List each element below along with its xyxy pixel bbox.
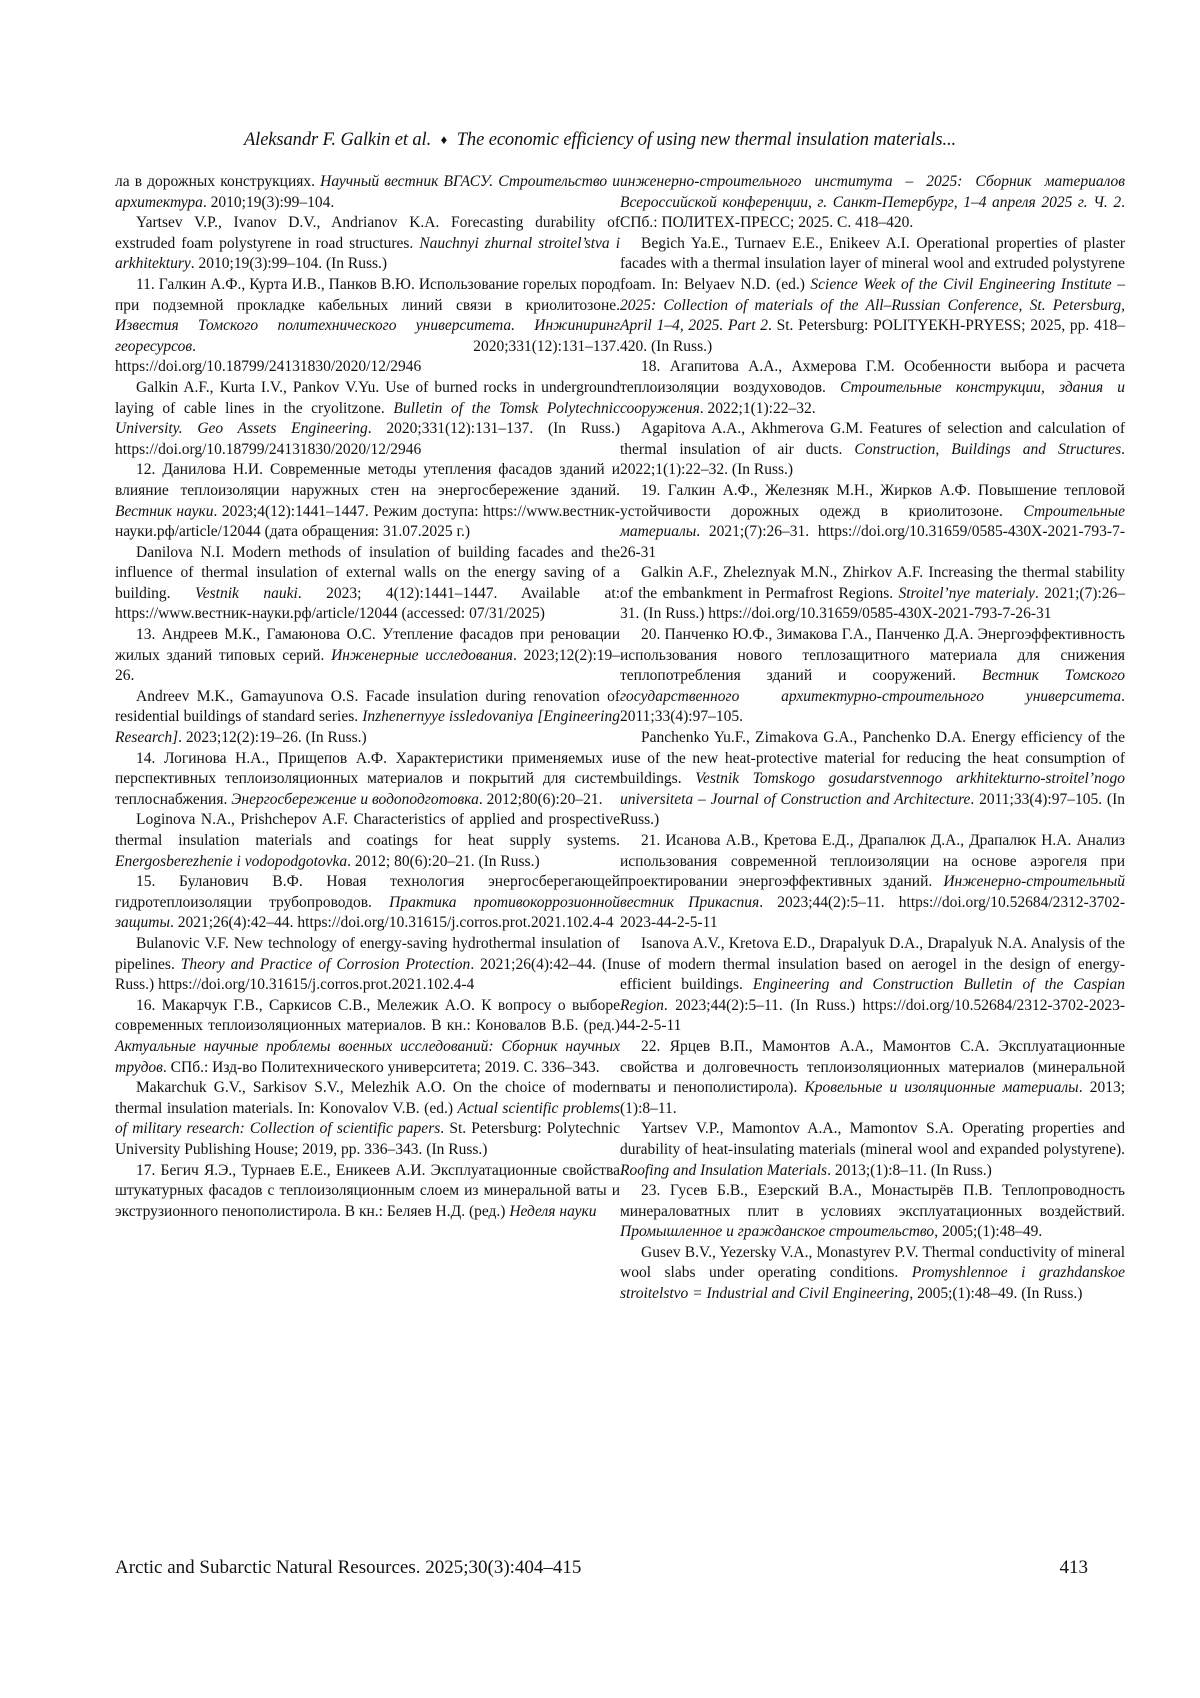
reference-entry: [620, 481, 1125, 563]
reference-text: . 2023;44(2):5–11. (In Russ.) https://doi.org/10.52684/2312-3702-2023-44-2-5-11: [620, 996, 1125, 1035]
reference-entry: [115, 460, 620, 542]
reference-source: Известия Томского политехнического университета. Инжиниринг георесурсов: [115, 317, 620, 355]
reference-entry: [115, 1078, 620, 1160]
header-title: The economic efficiency of using new thermal insulation materials...: [456, 130, 957, 150]
reference-entry: [620, 934, 1125, 1037]
header-author: Aleksandr F. Galkin et al.: [243, 130, 432, 150]
reference-entry: [115, 213, 620, 275]
reference-entry: [620, 1037, 1125, 1119]
reference-source: Строительные материалы: [620, 502, 1125, 541]
reference-text: Bulanovic V.F. New technology of energy-saving hydrothermal insulation of pipelines.: [115, 934, 620, 973]
reference-text: 22. Ярцев В.П., Мамонтов А.А., Мамонтов С.А. Эксплуатационные свойства и долговечность теплоизоляционных материалов (минеральной ваты и пенополистирола).: [620, 1037, 1125, 1097]
reference-text: . 2023;4(12):1441–1447. Режим доступа: https://www.вестник-науки.рф/article/12044 (дата обращения: 31.07.2025 г.): [115, 502, 620, 541]
reference-text: 19. Галкин А.Ф., Железняк М.Н., Жирков А.Ф. Повышение тепловой устойчивости дорожных одежд в криолитозоне.: [620, 481, 1125, 520]
reference-text: . 2013;(1):8–11. (In Russ.): [827, 1161, 992, 1179]
reference-text: 17. Бегич Я.Э., Турнаев Е.Е., Еникеев А.И. Эксплуатационные свойства штукатурных фасадов с теплоизоляционным слоем из минеральной ваты и экструзионного пенополистирола. В кн.: Беляев Н.Д. (ред.): [115, 1161, 620, 1220]
reference-source: Vestnik Tomskogo gosudarstvennogo arkhitekturno-stroitel’nogo universiteta – Journal of Construction and Architecture: [620, 770, 1125, 808]
reference-source: Roofing and Insulation Materials: [620, 1161, 828, 1179]
reference-text: . 2010;19(3):99–104.: [202, 193, 335, 211]
reference-source: Научный вестник ВГАСУ. Строительство и архитектура: [115, 173, 620, 211]
reference-entry: [620, 625, 1125, 728]
reference-text: 18. Агапитова А.А., Ахмерова Г.М. Особенности выбора и расчета теплоизоляции воздуховодов.: [620, 358, 1125, 396]
reference-text: Agapitova A.A., Akhmerova G.M. Features of selection and calculation of thermal insulation of air ducts.: [620, 420, 1125, 458]
reference-entry: [115, 687, 620, 749]
reference-source: Nauchnyi zhurnal stroitel’stva i arkhitektury: [115, 234, 620, 273]
reference-entry: [115, 275, 620, 378]
reference-source: Практика противокоррозионной защиты: [115, 893, 620, 932]
reference-text: Makarchuk G.V., Sarkisov S.V., Melezhik A.O. On the choice of modern thermal insulation materials. In: Konovalov V.B. (ed.): [115, 1079, 620, 1117]
reference-source: инженерно-строительного института – 2025: Сборник материалов Всероссийской конференции, г. Санкт-Петербург, 1–4 апреля 2025 г. Ч. 2: [620, 173, 1125, 211]
reference-source: Bulletin of the Tomsk Polytechnic University. Geo Assets Engineering: [115, 399, 620, 438]
reference-text: . 2021;(7):26–31. https://doi.org/10.31659/0585-430X-2021-793-7-26-31: [620, 523, 1125, 561]
reference-text: 12. Данилова Н.И. Современные методы утепления фасадов зданий и влияние теплоизоляции наружных стен на энергосбережение зданий.: [115, 461, 620, 499]
reference-entry: [115, 872, 620, 934]
reference-text: , 2005;(1):48–49.: [934, 1223, 1043, 1241]
reference-text: . 2010;19(3):99–104. (In Russ.): [190, 255, 388, 273]
reference-entry: [620, 563, 1125, 625]
reference-entry: [115, 934, 620, 996]
page-number: 413: [1059, 1557, 1088, 1578]
reference-entry: [115, 810, 620, 872]
reference-source: Вестник Томского государственного архитектурно-строительного университета: [620, 667, 1125, 705]
reference-source: Строительные конструкции, здания и сооружения: [620, 378, 1125, 417]
reference-source: Вестник науки: [115, 502, 214, 520]
reference-text: . 2011;33(4):97–105. (In Russ.): [620, 790, 1125, 829]
reference-text: . 2023;12(2):19–26.: [115, 646, 620, 685]
reference-text: . 2021;26(4):42–44. https://doi.org/10.31615/j.corros.prot.2021.102.4-4: [169, 914, 614, 932]
reference-text: . 2022;1(1):22–32. (In Russ.): [620, 440, 1125, 479]
reference-text: Yartsev V.P., Ivanov D.V., Andrianov K.A. Forecasting durability of exstruded foam polystyrene in road structures.: [115, 214, 620, 252]
reference-entry: [620, 831, 1125, 934]
reference-source: Inzhenernyye issledovaniya [Engineering Research]: [115, 708, 620, 747]
reference-text: Isanova A.V., Kretova E.D., Drapalyuk D.A., Drapalyuk N.A. Analysis of the use of modern thermal insulation based on aerogel in the design of energy-efficient buildings.: [620, 934, 1125, 994]
reference-source: Stroitel’nye materialy: [898, 584, 1035, 602]
reference-text: Panchenko Yu.F., Zimakova G.A., Panchenko D.A. Energy efficiency of the use of the new heat-protective material for reducing the heat consumption of buildings.: [620, 729, 1125, 788]
reference-text: Danilova N.I. Modern methods of insulation of building facades and the influence of thermal insulation of external walls on the energy saving of a building.: [115, 543, 620, 602]
reference-source: Vestnik nauki: [195, 584, 298, 602]
reference-entry: [115, 625, 620, 687]
reference-entry: [620, 172, 1125, 234]
reference-entry: [115, 1161, 620, 1223]
reference-source: Energosberezhenie i vodopodgotovka: [115, 852, 348, 870]
reference-text: . 2021;(7):26–31. (In Russ.) https://doi.org/10.31659/0585-430X-2021-793-7-26-31: [620, 584, 1126, 623]
reference-text: . St. Petersburg: POLITYEKH-PRYESS; 2025, pp. 418–420. (In Russ.): [620, 317, 1125, 355]
reference-text: . СПб.: ПОЛИТЕХ-ПРЕСС; 2025. С. 418–420.: [620, 193, 1125, 232]
reference-source: Инженерно-строительный вестник Прикаспия: [620, 873, 1125, 911]
reference-text: Begich Ya.E., Turnaev E.E., Enikeev A.I. Operational properties of plaster facades with a thermal insulation layer of mineral wool and extruded polystyrene foam. In: Belyaev N.D. (ed.): [620, 234, 1125, 293]
running-header: [0, 130, 1200, 151]
reference-column-left: [115, 172, 620, 1222]
reference-text: 21. Исанова А.В., Кретова Е.Д., Драпалюк Д.А., Драпалюк Н.А. Анализ использования современной теплоизоляции на основе аэрогеля при проектировании энергоэффективных зданий.: [620, 832, 1125, 891]
reference-source: Промышленное и гражданское строительство: [620, 1223, 935, 1241]
reference-text: ла в дорожных конструкциях.: [115, 173, 321, 190]
reference-text: . 2020;331(12):131–137. (In Russ.) https://doi.org/10.18799/24131830/2020/12/2946: [115, 420, 620, 458]
reference-source: Инженерные исследования: [331, 646, 513, 664]
diamond-separator-icon: ♦: [440, 132, 448, 147]
reference-source: Engineering and Construction Bulletin of the Caspian Region: [620, 976, 1125, 1014]
reference-entry: [620, 357, 1125, 419]
reference-text: Galkin A.F., Kurta I.V., Pankov V.Yu. Use of burned rocks in underground laying of cable lines in the cryolitzone.: [115, 378, 620, 417]
reference-source: Актуальные научные проблемы военных исследований: Сборник научных трудов: [115, 1037, 620, 1076]
reference-entry: [620, 419, 1125, 481]
reference-text: . 2012; 80(6):20–21. (In Russ.): [347, 852, 540, 870]
reference-text: . 2013;(1):8–11.: [620, 1079, 1126, 1117]
reference-entry: [115, 996, 620, 1078]
reference-entry: [115, 749, 620, 811]
reference-column-right: [620, 172, 1125, 1305]
reference-text: 13. Андреев М.К., Гамаюнова О.С. Утепление фасадов при реновации жилых зданий типовых серий.: [115, 626, 620, 664]
reference-source: Theory and Practice of Corrosion Protection: [180, 955, 471, 973]
reference-entry: [115, 172, 620, 213]
reference-source: Promyshlennoe i grazhdanskoe stroitelstvo = Industrial and Civil Engineering: [620, 1264, 1125, 1303]
reference-entry: [620, 234, 1125, 358]
reference-source: Construction, Buildings and Structures: [854, 440, 1122, 458]
reference-text: 20. Панченко Ю.Ф., Зимакова Г.А., Панченко Д.А. Энергоэффективность использования нового теплозащитного материала для снижения теплопотребления зданий и сооружений.: [620, 626, 1125, 685]
reference-text: , 2005;(1):48–49. (In Russ.): [909, 1285, 1083, 1303]
reference-text: . 2022;1(1):22–32.: [699, 399, 816, 417]
reference-text: 15. Буланович В.Ф. Новая технология энергосберегающей гидротеплоизоляции трубопроводов.: [115, 873, 620, 911]
reference-source: Actual scientific problems of military research: Collection of scientific papers: [115, 1099, 620, 1138]
reference-text: 14. Логинова Н.А., Прищепов А.Ф. Характеристики применяемых и перспективных теплоизоляционных материалов и покрытий для систем теплоснабжения.: [115, 749, 620, 808]
reference-entry: [620, 1119, 1125, 1181]
reference-entry: [620, 1181, 1125, 1243]
reference-source: Кровельные и изоляционные материалы: [804, 1079, 1079, 1097]
reference-text: Andreev M.K., Gamayunova O.S. Facade insulation during renovation of residential buildings of standard series.: [115, 687, 620, 726]
reference-text: . 2011;33(4):97–105.: [620, 687, 1125, 726]
reference-text: . 2023;12(2):19–26. (In Russ.): [178, 729, 367, 747]
reference-text: . St. Petersburg: Polytechnic University Publishing House; 2019, pp. 336–343. (In Russ.): [115, 1120, 620, 1158]
reference-entry: [115, 543, 620, 625]
reference-source: Неделя науки: [509, 1202, 597, 1220]
reference-text: . 2012;80(6):20–21.: [478, 790, 603, 808]
reference-entry: [620, 1243, 1125, 1305]
reference-text: 16. Макарчук Г.В., Саркисов С.В., Мележик А.О. К вопросу о выборе современных теплоизоляционных материалов. В кн.: Коновалов В.Б. (ред.): [115, 996, 620, 1035]
journal-citation: Arctic and Subarctic Natural Resources. 2025;30(3):404–415: [115, 1557, 582, 1578]
reference-text: . 2020;331(12):131–137. https://doi.org/10.18799/24131830/2020/12/2946: [115, 337, 620, 376]
reference-text: Yartsev V.P., Mamontov A.A., Mamontov S.A. Operating properties and durability of heat-insulating materials (mineral wool and expanded polystyrene).: [620, 1120, 1125, 1158]
reference-text: Loginova N.A., Prishchepov A.F. Characteristics of applied and prospective thermal insulation materials and coatings for heat supply systems.: [115, 811, 620, 849]
reference-text: 23. Гусев Б.В., Езерский В.А., Монастырёв П.В. Теплопроводность минераловатных плит в условиях эксплуатационных воздействий.: [620, 1182, 1125, 1220]
reference-text: . 2021;26(4):42–44. (In Russ.) https://doi.org/10.31615/j.corros.prot.2021.102.4-4: [115, 955, 620, 994]
reference-text: . 2023; 4(12):1441–1447. Available at: https://www.вестник-науки.рф/article/12044 (accessed: 07/31/2025): [115, 584, 621, 623]
reference-source: Science Week of the Civil Engineering Institute – 2025: Collection of materials of the All–Russian Conference, St. Petersburg, April 1–4, 2025. Part 2: [620, 275, 1125, 335]
reference-text: Gusev B.V., Yezersky V.A., Monastyrev P.V. Thermal conductivity of mineral wool slabs under operating conditions.: [620, 1243, 1125, 1282]
reference-text: . СПб.: Изд-во Политехнического университета; 2019. С. 336–343.: [162, 1058, 600, 1076]
reference-text: Galkin A.F., Zheleznyak M.N., Zhirkov A.F. Increasing the thermal stability of the embankment in Permafrost Regions.: [620, 564, 1125, 602]
reference-text: . 2023;44(2):5–11. https://doi.org/10.52684/2312-3702-2023-44-2-5-11: [620, 893, 1125, 932]
reference-entry: [115, 378, 620, 460]
reference-entry: [620, 728, 1125, 831]
reference-text: 11. Галкин А.Ф., Курта И.В., Панков В.Ю. Использование горелых пород при подземной прокладке кабельных линий связи в криолитозоне.: [115, 275, 620, 314]
reference-source: Энергосбережение и водоподготовка: [231, 790, 479, 808]
